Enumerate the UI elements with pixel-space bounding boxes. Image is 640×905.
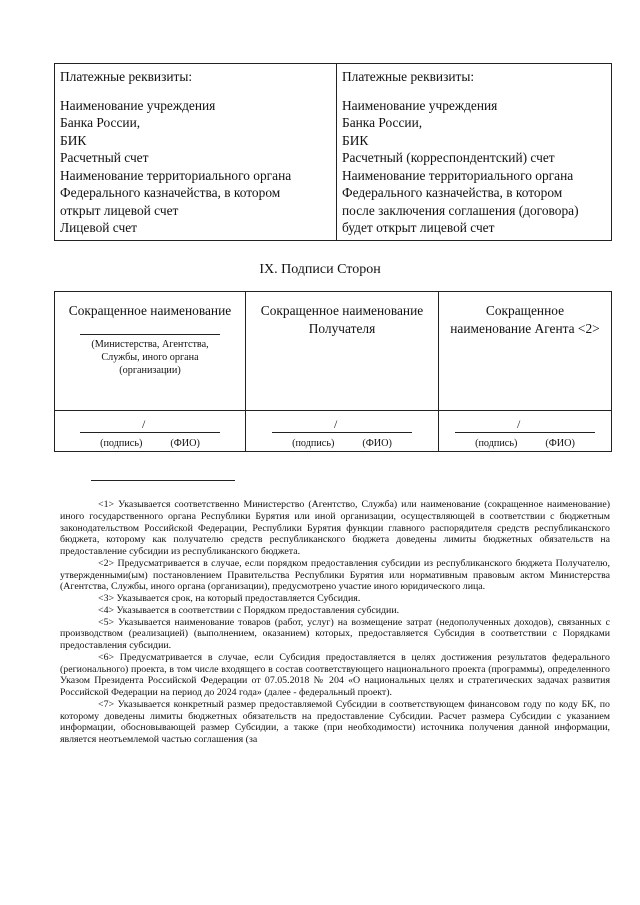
signature-label: (подпись) xyxy=(292,438,335,449)
party-name: Сокращенное наименование Получателя xyxy=(260,303,424,336)
signature-cell-agent xyxy=(439,411,612,452)
signature-slash: / xyxy=(142,417,146,431)
signature-cell-recipient xyxy=(246,411,439,452)
footnote: <7> Указывается конкретный размер предоставляемой Субсидии в соответствующем финансовом году по коду БК, по которому доведены лимиты бюджетных обязательств на предоставление Субсидии. Расчет размера Субсидии с указанием информации, обосновывающей размер Субсидии, а также (при необходимости) источника получения данной информации, является неотъемлемой частью соглашения (за xyxy=(60,698,610,745)
party-cell-ministry xyxy=(55,292,246,411)
requisites-right-cell xyxy=(337,64,612,241)
requisites-left-line: Лицевой счет xyxy=(60,220,138,235)
requisites-right-heading: Платежные реквизиты: xyxy=(342,69,475,84)
footnote: <1> Указывается соответственно Министерство (Агентство, Служба) или наименование (сокращенное наименование) иного государственного органа Республики Бурятия или иной организации, осуществляющей в соответствии с бюджетным законодательством Российской Федерации, Республики Бурятия функции главного распорядителя средств республиканского бюджета, которому как получателю средств республиканского бюджета доведены лимиты бюджетных обязательств на предоставление субсидии из республиканского бюджета. xyxy=(60,499,610,557)
footnote: <2> Предусматривается в случае, если порядком предоставления субсидии из республиканского бюджета Получателю, утвержденными(ым) постановлением Правительства Республики Бурятия или нормативным правовым актом Министерства (Агентства, Службы, иного органа (организации), предусмотрено участие иного юридического лица. xyxy=(60,557,610,593)
requisites-left-line: Банка России, xyxy=(60,115,141,130)
requisites-left-line: Расчетный счет xyxy=(60,150,149,165)
signature-cell-ministry xyxy=(55,411,246,452)
signature-line xyxy=(272,417,412,433)
requisites-right-line: после заключения соглашения (договора) xyxy=(342,202,579,218)
requisites-right-line: Наименование учреждения xyxy=(342,97,498,113)
payment-requisites-table xyxy=(54,63,612,241)
requisites-right-line: Банка России, xyxy=(342,115,423,130)
signatures-table xyxy=(54,291,612,452)
requisites-right-line: Наименование территориального органа xyxy=(342,167,574,183)
footnotes xyxy=(60,499,610,746)
signature-label: (подпись) xyxy=(475,438,518,449)
requisites-right-line: Федерального казначейства, в котором xyxy=(342,185,563,200)
party-cell-recipient xyxy=(246,292,439,411)
footnote: <4> Указывается в соответствии с Порядком предоставления субсидии. xyxy=(98,604,400,616)
signature-slash: / xyxy=(517,417,521,431)
fio-label: (ФИО) xyxy=(545,438,575,449)
signature-label: (подпись) xyxy=(100,438,143,449)
party-note: (Министерства, Агентства, Службы, иного органа (организации) xyxy=(91,338,209,376)
footnote: <3> Указывается срок, на который предоставляется Субсидия. xyxy=(98,593,361,604)
footnote: <6> Предусматривается в случае, если Субсидия предоставляется в целях достижения результатов федерального (регионального) проекта, в том числе входящего в состав соответствующего национального проекта (программы), определенного Указом Президента Российской Федерации от 07.05.2018 № 204 «О национальных целях и стратегических задачах развития Российской Федерации на период до 2024 года» (далее - федеральный проект). xyxy=(60,651,610,698)
party-cell-agent xyxy=(439,292,612,411)
fio-label: (ФИО) xyxy=(170,438,200,449)
requisites-left-line: открыт лицевой счет xyxy=(60,202,179,218)
fio-label: (ФИО) xyxy=(362,438,392,449)
signature-slash: / xyxy=(334,417,338,431)
requisites-left-line: Федерального казначейства, в котором xyxy=(60,185,281,200)
signature-line xyxy=(80,417,220,433)
requisites-right-line: БИК xyxy=(342,132,369,148)
footnote-separator xyxy=(91,480,235,481)
party-name: Сокращенное наименование Агента <2> xyxy=(450,303,600,336)
requisites-left-line: Наименование учреждения xyxy=(60,97,216,113)
requisites-left-line: БИК xyxy=(60,132,87,148)
requisites-left-cell xyxy=(55,64,337,241)
footnote: <5> Указывается наименование товаров (работ, услуг) на возмещение затрат (недополученных доходов), связанных с производством (реализацией) (выполнением, оказанием) которых, предоставляется Субсидия в соответствии с Порядками предоставления субсидии. xyxy=(60,616,610,651)
section-title: IX. Подписи Сторон xyxy=(259,262,381,277)
signature-line xyxy=(455,417,595,433)
requisites-left-heading: Платежные реквизиты: xyxy=(60,69,193,84)
requisites-right-line: Расчетный (корреспондентский) счет xyxy=(342,150,555,165)
requisites-left-line: Наименование территориального органа xyxy=(60,167,292,183)
requisites-right-line: будет открыт лицевой счет xyxy=(342,220,495,235)
party-name: Сокращенное наименование xyxy=(68,303,232,318)
